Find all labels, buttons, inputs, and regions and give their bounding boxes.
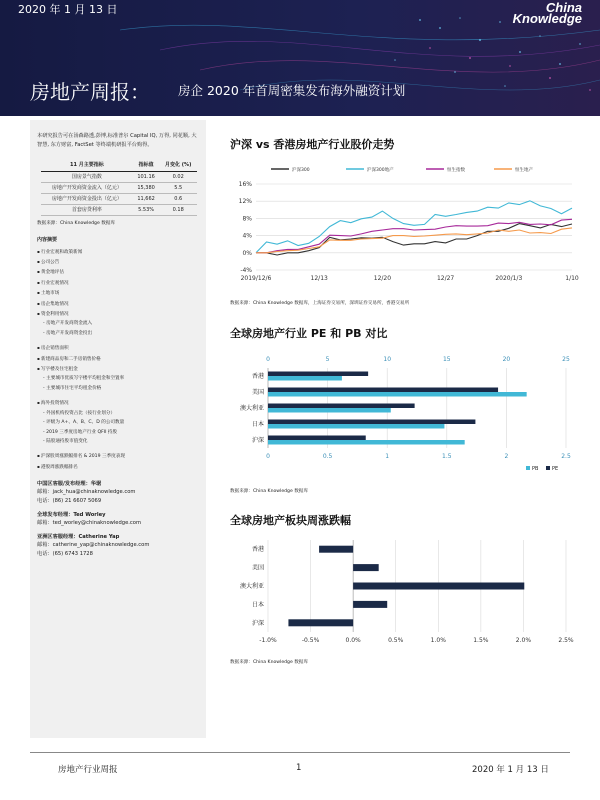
pepb-chart (226, 350, 582, 480)
category-label: 香港 (251, 546, 264, 554)
category-label: 澳大利亚 (239, 583, 264, 590)
list-item: - 房地产开发商资金投出 (37, 329, 200, 338)
list-item: ▪ 港股周涨跌幅排名 (37, 462, 200, 472)
table-header: 11 月主要指标 (41, 159, 133, 172)
change-bar (319, 546, 353, 553)
list-item: - 陆股通持股市值变化 (37, 437, 200, 446)
contact-card (37, 511, 200, 527)
table-cell: 15,380 (133, 183, 160, 194)
table-cell: 5.5 (159, 183, 197, 194)
china-knowledge-logo (513, 2, 582, 24)
pe-bar (268, 372, 368, 377)
table-header: 指标值 (133, 159, 160, 172)
contact-line: 电话：(65) 6743 1728 (37, 550, 93, 557)
change-bar (353, 564, 379, 571)
bottom-axis-tick-label: 2.5 (561, 453, 571, 460)
category-label: 日本 (251, 601, 264, 609)
pb-bar (268, 424, 444, 429)
x-tick-label: 1.5% (473, 637, 489, 644)
table-cell: 0.18 (159, 205, 197, 216)
footer-left: 房地产行业周报 (58, 765, 118, 775)
contact-line: 邮箱：ted_worley@chinaknowledge.com (37, 519, 142, 526)
y-tick-label: 4% (242, 232, 252, 240)
list-item: ▪ 土地市场 (37, 288, 200, 298)
top-axis-tick-label: 10 (383, 356, 392, 363)
page-number: 1 (296, 763, 302, 773)
table-row (41, 183, 197, 194)
category-label: 美国 (251, 564, 264, 572)
legend-label: 恒生地产 (515, 168, 533, 173)
line-chart-title: 沪深 vs 香港房地产行业股价走势 (230, 138, 395, 151)
footer-date: 2020 年 1 月 13 日 (472, 765, 549, 775)
y-tick-label: -4% (240, 267, 252, 274)
x-tick-label: 1/10 (565, 275, 579, 282)
list-item: ▪ 沪深股周涨跌幅排名 & 2019 三季度表现 (37, 451, 200, 461)
contacts-block (37, 480, 200, 558)
x-tick-label: 12/27 (436, 275, 455, 282)
list-item: - 主要城市住宅平均租金价格 (37, 384, 200, 393)
table-row (41, 194, 197, 205)
report-banner (0, 0, 600, 116)
list-item: - 主要城市优质写字楼平均租金和空置率 (37, 374, 200, 383)
legend-swatch-pe (546, 466, 550, 470)
table-cell: 国房景气指数 (41, 172, 133, 183)
pepb-chart-title: 全球房地产行业 PE 和 PB 对比 (230, 327, 388, 340)
category-label: 澳大利亚 (239, 405, 264, 412)
series-line (256, 201, 572, 253)
table-header-row (41, 159, 197, 172)
bottom-axis-tick-label: 2 (504, 453, 509, 460)
contact-line: 邮箱：catherine_yap@chinaknowledge.com (37, 542, 150, 549)
x-tick-label: 2.5% (558, 637, 574, 644)
pb-bar (268, 392, 527, 397)
table-cell: 11,662 (133, 194, 160, 205)
table-cell: 5.53% (133, 205, 160, 216)
weekly-chart (226, 534, 582, 650)
sidebar-intro: 本研究报告可在汤森路透,彭博,标准普尔 Capital IQ, 万得, 同花顺, 大智慧, 东方财富, FactSet 等终端机研报平台购得。 (37, 133, 197, 148)
table-header: 月变化 (%) (159, 159, 197, 172)
x-tick-label: 0.0% (345, 637, 361, 644)
table-cell: 房地产开发商资金流入（亿元） (41, 183, 133, 194)
contact-line: 邮箱：jack_hua@chinaknowledge.com (37, 489, 136, 496)
contact-card (37, 480, 200, 505)
list-item: ▪ 房企集地情况 (37, 299, 200, 309)
logo-line-2: Knowledge (512, 11, 582, 26)
table-cell: 0.02 (159, 172, 197, 183)
list-item: - 外国机构投资占比（按行业划分） (37, 409, 200, 418)
legend-swatch-pb (526, 466, 530, 470)
y-tick-label: 8% (242, 215, 252, 223)
x-tick-label: 2020/1/3 (495, 275, 523, 282)
change-bar (353, 583, 524, 590)
report-title: 房地产周报： (30, 80, 150, 104)
contact-heading: 全球发布经理：Ted Worley (37, 511, 106, 518)
list-item: ▪ 新建商品房和二手房销售价格 (37, 354, 200, 364)
list-item: - 房地产开发商资金流入 (37, 319, 200, 328)
bottom-axis-tick-label: 1 (385, 453, 390, 460)
table-cell: 首套房贷利率 (41, 205, 133, 216)
y-tick-label: 16% (238, 181, 252, 188)
series-line (256, 224, 572, 255)
y-tick-label: 0% (242, 249, 252, 257)
table-source-note: 数据来源：China Knowledge 数据库 (37, 221, 116, 227)
contents-heading: 内容摘要 (37, 237, 58, 244)
bottom-axis-tick-label: 0 (266, 453, 270, 460)
pb-bar (268, 408, 391, 413)
pe-bar (268, 420, 475, 425)
legend-label-pb: PB (532, 466, 539, 472)
table-row (41, 205, 197, 216)
list-item: ▪ 行业宏观和政策新闻 (37, 247, 200, 257)
x-tick-label: 1.0% (430, 637, 446, 644)
weekly-chart-source: 数据来源：China Knowledge 数据库 (230, 660, 309, 665)
change-bar (288, 619, 353, 626)
y-tick-label: 12% (238, 198, 252, 206)
top-axis-tick-label: 5 (325, 356, 330, 363)
report-subtitle: 房企 2020 年首周密集发布海外融资计划 (178, 83, 406, 98)
logo-line-1: China (545, 0, 582, 15)
x-tick-label: 0.5% (388, 637, 404, 644)
table-row (41, 172, 197, 183)
category-label: 沪深 (251, 619, 264, 627)
sidebar-panel (30, 120, 206, 738)
list-item: ▪ 房企销售面积 (37, 343, 200, 353)
x-tick-label: 12/20 (373, 275, 392, 282)
line-chart-source: 数据来源：China Knowledge 数据库，上海证券交易所，深圳证券交易所，香港交易所 (230, 301, 410, 306)
legend-label: 沪深300 (292, 168, 310, 173)
contents-list (37, 247, 200, 473)
legend-label-pe: PE (552, 466, 559, 472)
bottom-axis-tick-label: 0.5 (322, 453, 333, 460)
x-tick-label: 2019/12/6 (240, 275, 272, 282)
category-label: 美国 (251, 389, 264, 396)
legend-label: 恒生指数 (447, 168, 465, 173)
x-tick-label: 2.0% (515, 637, 532, 644)
key-indicators-table (41, 159, 197, 216)
weekly-chart-title: 全球房地产板块周涨跌幅 (230, 514, 351, 527)
category-label: 日本 (251, 421, 264, 428)
table-cell: 101.16 (133, 172, 160, 183)
x-tick-label: 12/13 (310, 275, 328, 282)
report-date: 2020 年 1 月 13 日 (18, 3, 118, 16)
list-item: ▪ 行业宏观情况 (37, 278, 200, 288)
table-cell: 0.6 (159, 194, 197, 205)
list-item: - 2019 三季度房地产行业 QFII 持股 (37, 428, 200, 437)
top-axis-tick-label: 25 (562, 356, 570, 363)
top-axis-tick-label: 15 (442, 356, 451, 363)
footer-divider (30, 752, 570, 753)
pe-bar (268, 404, 415, 409)
category-label: 沪深 (251, 437, 264, 444)
legend-label: 沪深300地产 (367, 168, 394, 173)
list-item: - 评级为 A+、A、B、C、D 的公司数量 (37, 418, 200, 427)
series-line (256, 228, 572, 253)
pb-bar (268, 376, 342, 381)
list-item: ▪ 黄金地评估 (37, 267, 200, 277)
change-bar (353, 601, 387, 608)
contact-card (37, 533, 200, 558)
list-item: ▪ 资金利用情况 (37, 309, 200, 319)
table-cell: 房地产开发商资金投出（亿元） (41, 194, 133, 205)
x-tick-label: -1.0% (259, 637, 277, 644)
contact-heading: 亚洲区客服经理：Catherine Yap (37, 534, 120, 541)
contact-heading: 中国区客服/发布经理：华琚 (37, 481, 102, 488)
pe-bar (268, 388, 498, 393)
bottom-axis-tick-label: 1.5 (442, 453, 452, 460)
pb-bar (268, 440, 465, 445)
pepb-chart-source: 数据来源：China Knowledge 数据库 (230, 489, 309, 494)
list-item: ▪ 公司公告 (37, 257, 200, 267)
list-item: ▪ 写字楼及住宅租金 (37, 364, 200, 374)
pe-bar (268, 436, 366, 441)
x-tick-label: -0.5% (301, 637, 320, 644)
line-chart (226, 160, 582, 292)
top-axis-tick-label: 0 (266, 356, 270, 363)
contact-line: 电话：(86) 21 6607 5069 (37, 497, 102, 504)
list-item: ▪ 海外投资情况 (37, 398, 200, 408)
top-axis-tick-label: 20 (502, 356, 511, 363)
category-label: 香港 (251, 373, 264, 380)
